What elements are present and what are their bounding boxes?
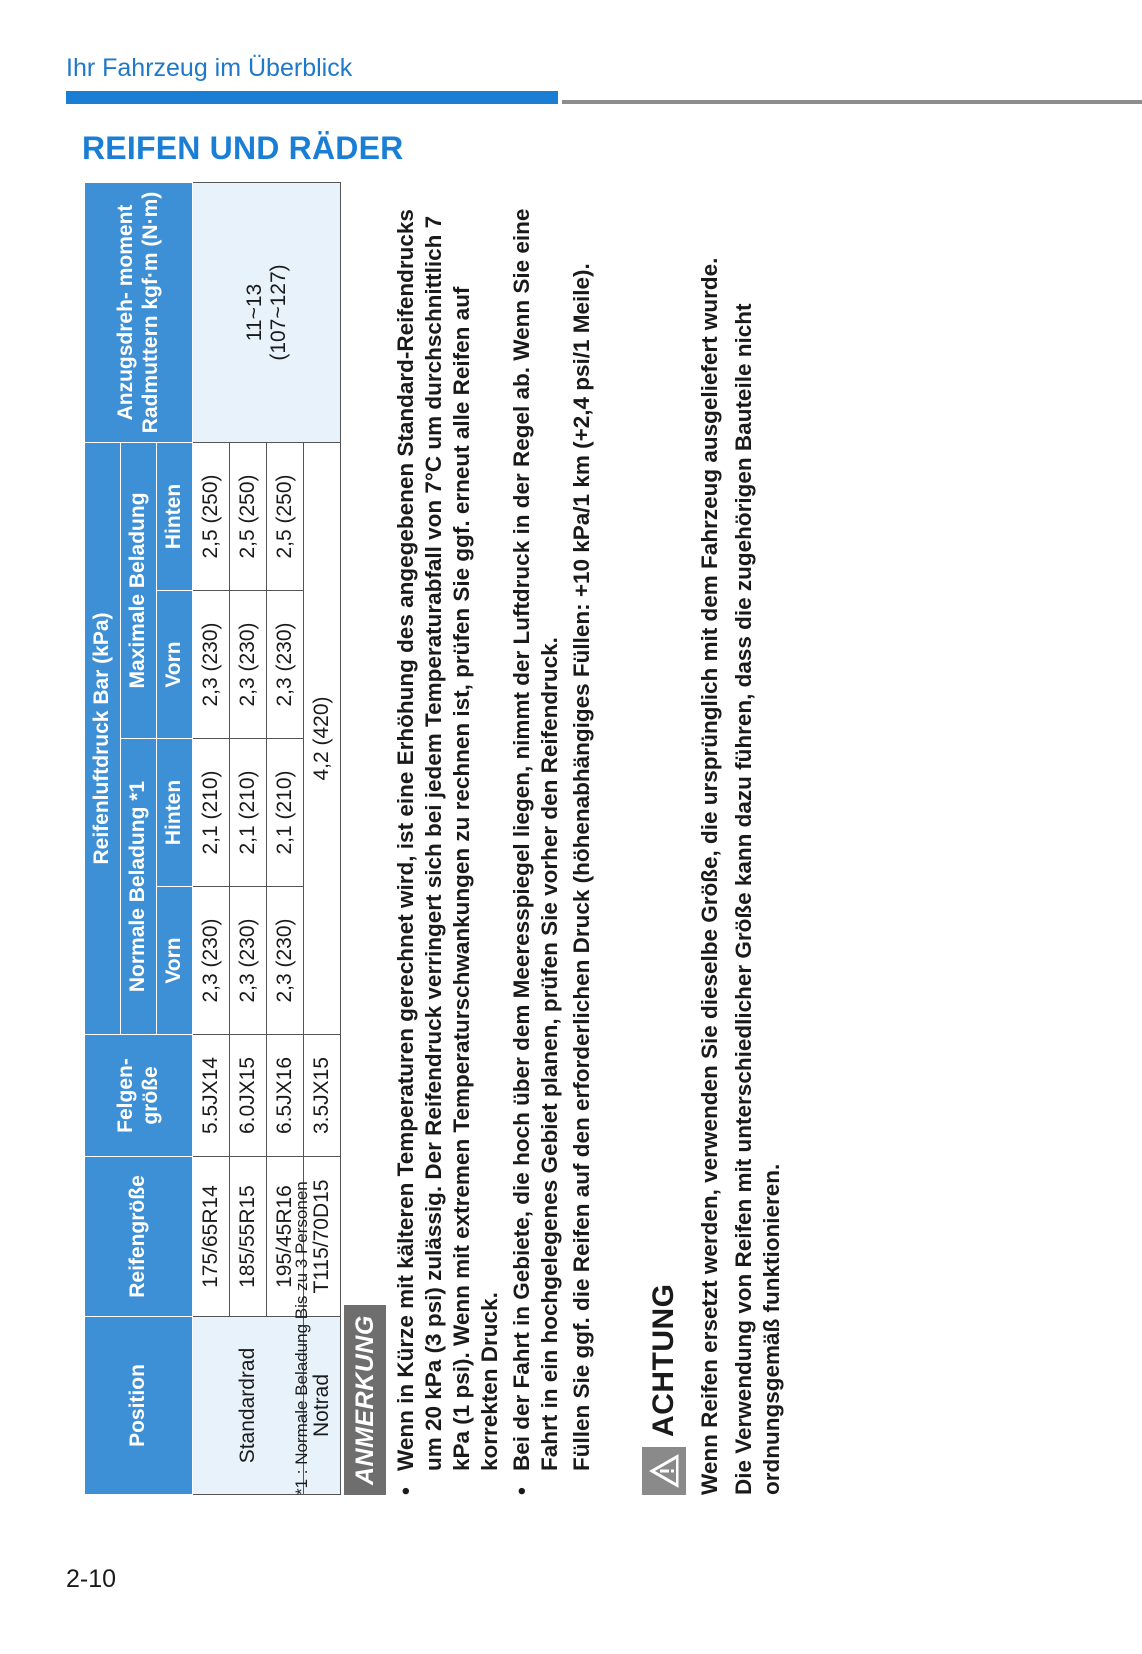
caution-text: [696, 205, 792, 1495]
normal-rear-cell: 2,1 (210): [193, 739, 230, 887]
header-accent-bar: [66, 91, 558, 104]
standard-wheel-label: Standardrad: [193, 1317, 304, 1495]
header-max-front: Vorn: [157, 591, 193, 739]
header-max-rear: Hinten: [157, 443, 193, 591]
header-pressure-group: Reifenluftdruck Bar (kPa): [85, 443, 121, 1035]
header-normal-load: Normale Beladung *1: [121, 739, 157, 1035]
tire-size-cell: 185/55R15: [230, 1157, 267, 1317]
normal-front-cell: 2,3 (230): [230, 887, 267, 1035]
max-front-cell: 2,3 (230): [267, 591, 304, 739]
header-position: Position: [85, 1317, 193, 1495]
header-normal-front: Vorn: [157, 887, 193, 1035]
rotated-content: [84, 180, 914, 1495]
table-footnote: *1 : Normale Beladung Bis zu 3 Personen: [292, 1181, 311, 1495]
header-max-load: Maximale Beladung: [121, 443, 157, 739]
max-front-cell: 2,3 (230): [230, 591, 267, 739]
caution-label: ACHTUNG: [647, 1283, 680, 1437]
tire-size-cell: 195/45R16: [267, 1157, 304, 1317]
note-item: • Bei der Fahrt in Gebiete, die hoch über dem Meeresspiegel liegen, nimmt der Luftdruck in der Regel ab. Wenn Sie eine Fahrt in ein hochgelegenes Gebiet planen, prüfen Sie vorher den Reifendruck.: [508, 205, 564, 1495]
normal-front-cell: 2,3 (230): [193, 887, 230, 1035]
note-extra-text: Füllen Sie ggf. die Reifen auf den erforderlichen Druck (höhenabhängiges Füllen: +10 kPa/1 km (+2,4 psi/1 Meile).: [569, 263, 594, 1471]
rim-size-cell: 5.5JX14: [193, 1035, 230, 1157]
normal-rear-cell: 2,1 (210): [267, 739, 304, 887]
page-number: 2-10: [66, 1565, 117, 1593]
header-tire-size: Reifengröße: [85, 1157, 193, 1317]
section-title: REIFEN UND RÄDER: [82, 130, 404, 166]
torque-value-kgfm: 11~13: [242, 283, 266, 342]
header-torque: Anzugsdreh- moment Radmuttern kgf·m (N·m): [85, 183, 193, 443]
caution-paragraph: Wenn Reifen ersetzt werden, verwenden Sie dieselbe Größe, die ursprünglich mit dem Fahrzeug ausgeliefert wurde.: [697, 257, 722, 1495]
max-rear-cell: 2,5 (250): [230, 443, 267, 591]
rim-size-cell: 6.5JX16: [267, 1035, 304, 1157]
table-row: [193, 183, 230, 1495]
torque-value: [193, 183, 341, 443]
caution-heading: [640, 1284, 688, 1496]
warning-triangle-icon: [642, 1447, 686, 1495]
normal-front-cell: 2,3 (230): [267, 887, 304, 1035]
spare-rim-size-cell: 3.5JX15: [304, 1035, 341, 1157]
note-list: [392, 205, 600, 1495]
note-label: ANMERKUNG: [344, 1305, 386, 1495]
spare-pressure-cell: 4,2 (420): [304, 443, 341, 1035]
header-rim-size: Felgen- größe: [85, 1035, 193, 1157]
header-divider-line: [562, 100, 1142, 104]
tire-size-cell: 175/65R14: [193, 1157, 230, 1317]
header-normal-rear: Hinten: [157, 739, 193, 887]
max-rear-cell: 2,5 (250): [193, 443, 230, 591]
spare-wheel-label: Notrad: [304, 1317, 341, 1495]
normal-rear-cell: 2,1 (210): [230, 739, 267, 887]
chapter-title: Ihr Fahrzeug im Überblick: [66, 54, 353, 82]
max-rear-cell: 2,5 (250): [267, 443, 304, 591]
rim-size-cell: 6.0JX15: [230, 1035, 267, 1157]
torque-value-nm: (107~127): [266, 264, 290, 361]
max-front-cell: 2,3 (230): [193, 591, 230, 739]
caution-paragraph: Die Verwendung von Reifen mit unterschiedlicher Größe kann dazu führen, dass die zugehörigen Bauteile nicht ordnungsgemäß funktionieren.: [731, 303, 784, 1495]
spare-tire-size-cell: T115/70D15: [304, 1157, 341, 1317]
note-item: • Wenn in Kürze mit kälteren Temperaturen gerechnet wird, ist eine Erhöhung des angegebenen Standard-Reifendrucks um 20 kPa (3 psi) zulässig. Der Reifendruck verringert sich bei jedem Temperaturabfall von 7°C um durchschnittlich 7 kPa (1 psi). Wenn mit extremen Temperaturschwankungen zu rechnen ist, prüfen Sie ggf. erneut alle Reifen auf korrekten Druck.: [392, 205, 504, 1495]
